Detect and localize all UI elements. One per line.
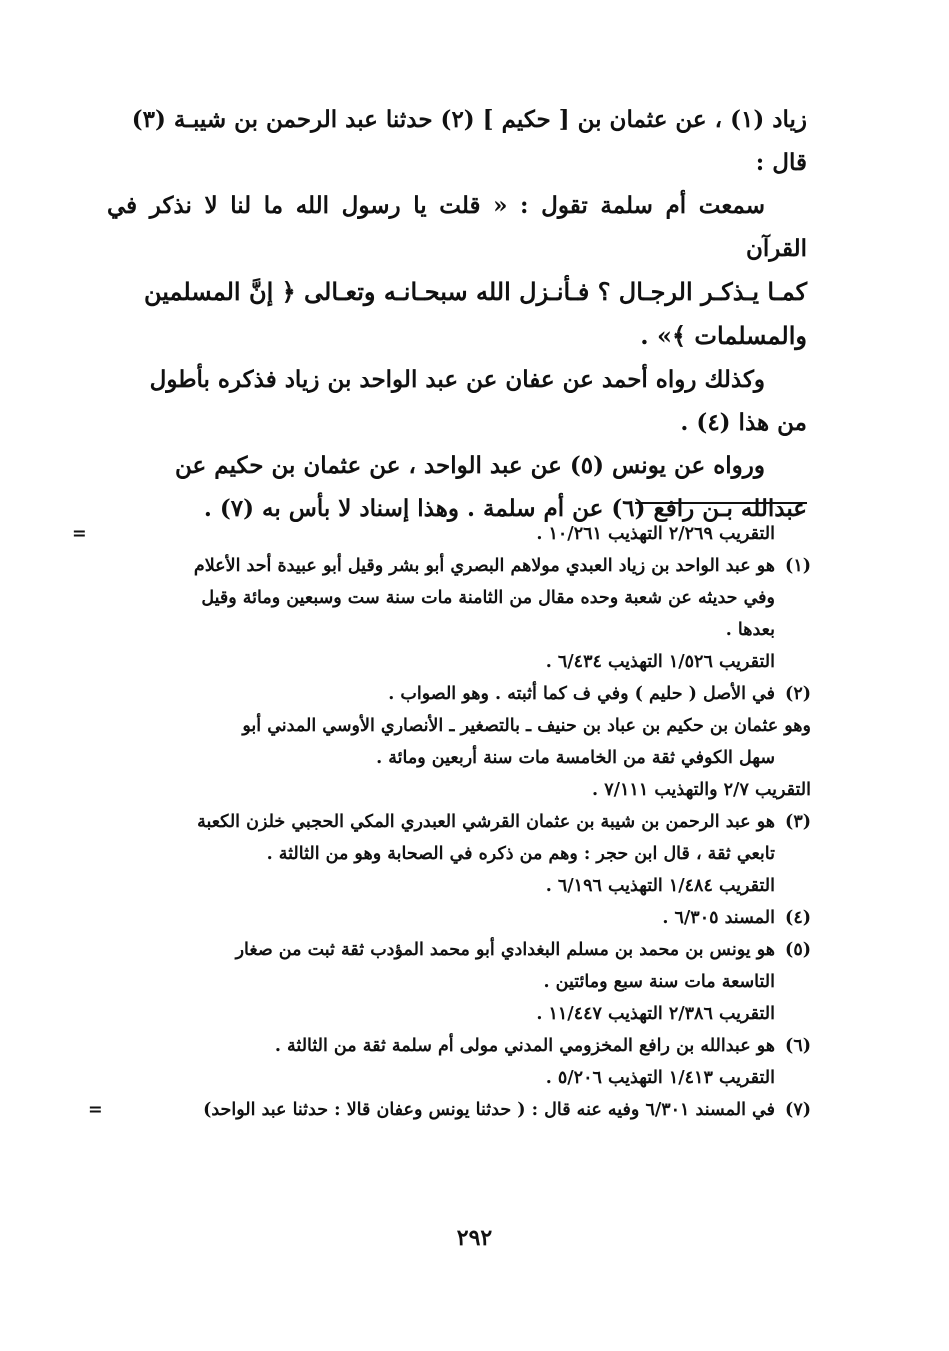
footnote-line: هو عبد الواحد بن زياد العبدي مولاهم البصري أبو بشر وقيل أبو عبيدة أحد الأعلام [193, 556, 775, 576]
main-text [107, 98, 807, 530]
footnote-7 [88, 1094, 811, 1126]
footnote-line: التقريب ١/٥٢٦ التهذيب ٦/٤٣٤ . [545, 652, 775, 672]
footnote-line: وهو عثمان بن حكيم بن عباد بن حنيف ـ بالتصغير ـ الأنصاري الأوسي المدني أبو [242, 716, 811, 736]
footnote-1 [106, 550, 811, 678]
paragraph-2 [107, 184, 807, 358]
footnote-6 [106, 1030, 811, 1094]
paragraph-1 [107, 98, 807, 184]
footnote-line: التقريب ١/٤٨٤ التهذيب ٦/١٩٦ . [545, 876, 775, 896]
footnote-line: التقريب ٢/٧ والتهذيب ٧/١١١ . [592, 780, 811, 800]
footnote-line: وفي حديثه عن شعبة وحده مقال من الثامنة مات سنة ست وسبعين ومائة وقيل [201, 588, 775, 608]
continuation-mark: = [72, 524, 87, 544]
footnote-separator [635, 502, 807, 504]
paragraph-3 [107, 358, 807, 444]
footnote-line: في الأصل ( حليم ) وفي ف كما أثبته . وهو الصواب . [388, 684, 775, 704]
continuation-mark: = [88, 1100, 103, 1120]
footnote-line: في المسند ٦/٣٠١ وفيه عنه قال : ( حدثنا يونس وعفان قالا : حدثنا عبد الواحد) [203, 1100, 775, 1120]
footnote-3 [106, 806, 811, 902]
footnote-line: هو عبد الرحمن بن شيبة بن عثمان القرشي العبدري المكي الحجبي خلزن الكعبة [197, 812, 775, 832]
text-line: زياد (١) ، عن عثمان بن [ حكيم ] (٢) حدثنا عبد الرحمن بن شيبـة (٣) [131, 106, 807, 133]
text-line: من هذا (٤) . [680, 409, 807, 436]
text-line: والمسلمات ﴾» . [640, 321, 807, 350]
footnote-line: هو عبدالله بن رافع المخزومي المدني مولى أم سلمة ثقة من الثالثة . [274, 1036, 775, 1056]
footnote-line: هو يونس بن محمد بن مسلم البغدادي أبو محمد المؤدب ثقة ثبت من صغار [235, 940, 775, 960]
footnote-number: (١) [785, 556, 811, 576]
footnote-line: المسند ٦/٣٠٥ . [662, 908, 775, 928]
footnote-line: التقريب ٢/٢٦٩ التهذيب ١٠/٢٦١ . [536, 524, 775, 544]
text-line: كمـا يـذكـر الرجـال ؟ فـأنـزل الله سبحـانـه وتعـالى ﴿ إنَّ المسلمين [143, 277, 807, 306]
text-line: عبدالله بـن رافع (٦) عن أم سلمة . وهذا إسناد لا بأس به (٧) . [203, 495, 807, 522]
text-line: قال : [755, 149, 807, 176]
footnote-number: (٥) [785, 940, 811, 960]
footnote-line: تابعي ثقة ، قال ابن حجر : وهم من ذكره في الصحابة وهو من الثالثة . [266, 844, 775, 864]
footnote-number: (٢) [785, 684, 811, 704]
text-line: ورواه عن يونس (٥) عن عبد الواحد ، عن عثمان بن حكيم عن [175, 452, 765, 479]
footnote-line: سهل الكوفي ثقة من الخامسة مات سنة أربعين ومائة . [376, 748, 775, 768]
footnote-4 [106, 902, 811, 934]
footnote-number: (٧) [785, 1100, 811, 1120]
page-number: ٢٩٢ [456, 1225, 493, 1251]
footnote-2 [106, 678, 811, 806]
footnote-number: (٣) [785, 812, 811, 832]
footnote-line: التقريب ٢/٣٨٦ التهذيب ١١/٤٤٧ . [536, 1004, 775, 1024]
footnote-5 [106, 934, 811, 1030]
text-line: سمعت أم سلمة تقول : « قلت يا رسول الله ما لنا لا نذكر في القرآن [107, 192, 807, 262]
footnotes [72, 518, 811, 1126]
footnote-continuation [72, 518, 811, 550]
footnote-number: (٦) [785, 1036, 811, 1056]
text-line: وكذلك رواه أحمد عن عفان عن عبد الواحد بن زياد فذكره بأطول [149, 366, 765, 393]
footnote-number: (٤) [785, 908, 811, 928]
footnote-line: التاسعة مات سنة سبع ومائتين . [543, 972, 775, 992]
footnote-line: بعدها . [725, 620, 775, 640]
footnote-line: التقريب ١/٤١٣ التهذيب ٥/٢٠٦ . [545, 1068, 775, 1088]
